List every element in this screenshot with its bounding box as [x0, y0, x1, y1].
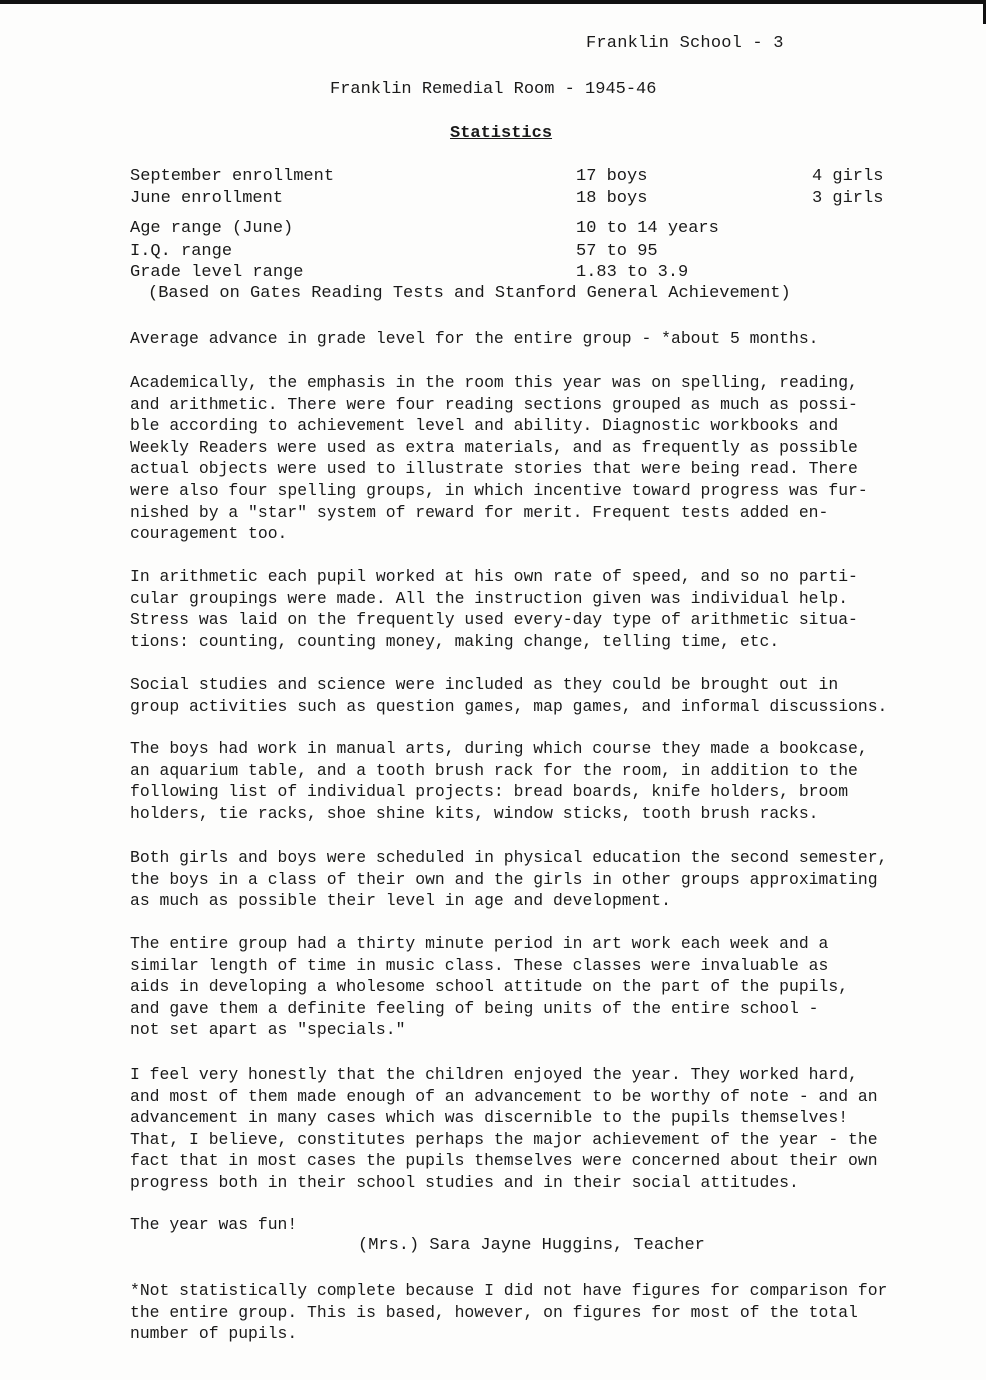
stat-value: 1.83 to 3.9 [576, 263, 689, 282]
paragraph-reflection: I feel very honestly that the children enjoyed the year. They worked hard, and most of them made enough of an advancement to be worthy of note - and an advancement in many cases which was discernible to the pupils themselves! That, I believe, constitutes perhaps the major achievement of the year - the fact that in most cases the pupils themselves were concerned about their own progress both in their school studies and in their social attitudes. [130, 1065, 878, 1192]
page-reference: Franklin School - 3 [586, 34, 784, 53]
section-heading: Statistics [450, 124, 553, 143]
paragraph-physical-education: Both girls and boys were scheduled in physical education the second semester, the boys in a class of their own and the girls in other groups approximating as much as possible their level in age and development. [130, 848, 888, 911]
document-title: Franklin Remedial Room - 1945-46 [330, 80, 657, 99]
signature: (Mrs.) Sara Jayne Huggins, Teacher [358, 1236, 705, 1255]
paragraph-arithmetic: In arithmetic each pupil worked at his own rate of speed, and so no parti- cular groupings were made. All the instruction given was individual help. Stress was laid on the frequently used every-day type of arithmetic situa- tions: counting, counting money, making change, telling time, etc. [130, 567, 858, 651]
footnote: *Not statistically complete because I did not have figures for comparison for the entire group. This is based, however, on figures for most of the total number of pupils. [130, 1281, 888, 1344]
stat-value: 18 boys [576, 189, 648, 208]
paragraph-closing: The year was fun! [130, 1215, 298, 1234]
stat-label: September enrollment [130, 167, 335, 186]
scan-top-edge [0, 0, 986, 4]
stat-value: 17 boys [576, 167, 648, 186]
stat-label: I.Q. range [130, 242, 233, 261]
stat-extra: 4 girls [812, 167, 884, 186]
paragraph-art-music: The entire group had a thirty minute period in art work each week and a similar length of time in music class. These classes were invaluable as aids in developing a wholesome school attitude on the part of the pupils, and gave them a definite feeling of being units of the entire school - not set apart as "specials." [130, 934, 849, 1040]
paragraph-academics: Academically, the emphasis in the room this year was on spelling, reading, and arithmetic. There were four reading sections grouped as much as possi- ble according to achievement level and ability. Diagnostic workbooks and Weekly Readers were used as extra materials, and as frequently as possible actual objects were used to illustrate stories that were being read. There were also four spelling groups, in which incentive toward progress was fur- nished by a "star" system of reward for merit. Frequent tests added en- couragement too. [130, 373, 868, 544]
paragraph-social-studies: Social studies and science were included as they could be brought out in group activities such as question games, map games, and informal discussions. [130, 675, 888, 716]
stat-value: 10 to 14 years [576, 219, 719, 238]
stat-label: Age range (June) [130, 219, 294, 238]
statistics-note: (Based on Gates Reading Tests and Stanford General Achievement) [148, 284, 791, 303]
paragraph-manual-arts: The boys had work in manual arts, during which course they made a bookcase, an aquarium table, and a tooth brush rack for the room, in addition to the following list of individual projects: bread boards, knife holders, broom holders, tie racks, shoe shine kits, window sticks, tooth brush racks. [130, 739, 868, 823]
stat-extra: 3 girls [812, 189, 884, 208]
stat-label: June enrollment [130, 189, 284, 208]
paragraph-average-advance: Average advance in grade level for the entire group - *about 5 months. [130, 329, 819, 348]
stat-label: Grade level range [130, 263, 304, 282]
stat-value: 57 to 95 [576, 242, 658, 261]
